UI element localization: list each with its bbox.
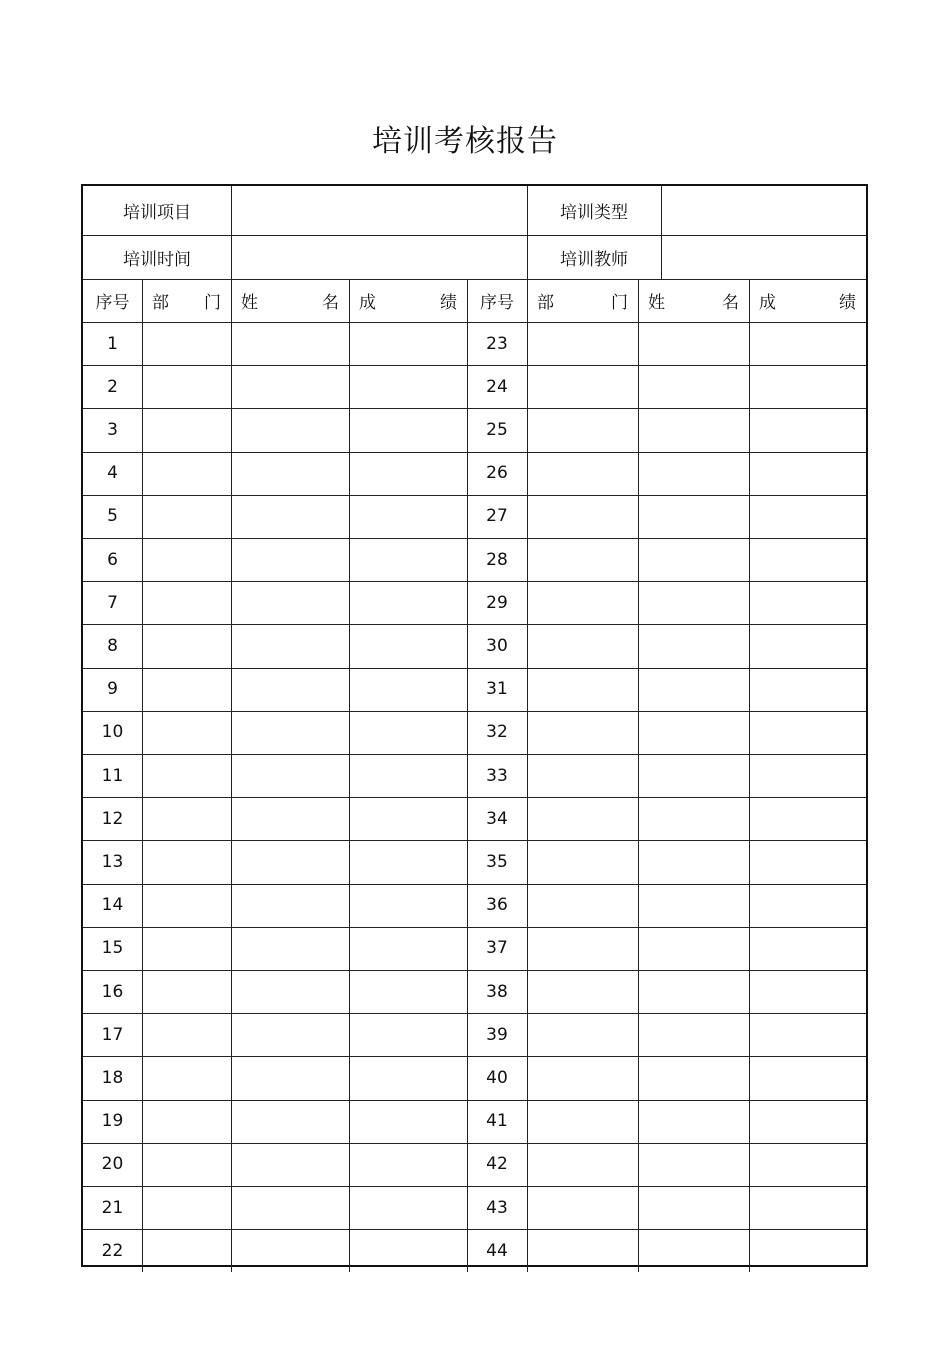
row-number: 28: [486, 549, 508, 570]
entry-cell[interactable]: [142, 322, 231, 365]
row-number: 19: [101, 1111, 124, 1132]
entry-cell[interactable]: [142, 711, 231, 754]
entry-cell[interactable]: [349, 322, 467, 365]
entry-cell[interactable]: [749, 927, 866, 970]
entry-cell[interactable]: [349, 408, 467, 451]
entry-cell[interactable]: [638, 970, 749, 1013]
entry-cell[interactable]: [749, 1100, 866, 1143]
row-number: 5: [107, 506, 118, 527]
row-number: 33: [486, 765, 508, 786]
entry-cell[interactable]: [349, 1186, 467, 1229]
entry-cell[interactable]: [349, 365, 467, 408]
row-number: 37: [486, 938, 508, 959]
entry-cell[interactable]: [527, 408, 638, 451]
entry-cell[interactable]: [638, 1143, 749, 1186]
entry-cell[interactable]: [349, 1143, 467, 1186]
entry-cell[interactable]: [527, 581, 638, 624]
column-header-right-0: [467, 279, 527, 322]
entry-cell[interactable]: [142, 970, 231, 1013]
entry-cell[interactable]: [231, 495, 349, 538]
project-label: 培训项目: [123, 203, 191, 223]
entry-cell[interactable]: [231, 927, 349, 970]
entry-cell[interactable]: [142, 927, 231, 970]
column-header-right-3: [749, 279, 866, 322]
entry-cell[interactable]: [231, 581, 349, 624]
entry-cell[interactable]: [349, 538, 467, 581]
training-assessment-form: [81, 184, 868, 1267]
entry-cell[interactable]: [142, 884, 231, 927]
entry-cell[interactable]: [638, 1186, 749, 1229]
entry-cell[interactable]: [527, 365, 638, 408]
row-number: 35: [486, 851, 508, 872]
row-number: 44: [486, 1240, 508, 1261]
entry-cell[interactable]: [638, 927, 749, 970]
row-number: 20: [101, 1154, 124, 1175]
entry-cell[interactable]: [142, 538, 231, 581]
entry-cell[interactable]: [349, 840, 467, 883]
entry-cell[interactable]: [749, 1143, 866, 1186]
row-number: 4: [107, 463, 118, 484]
column-header-text: 部: [152, 293, 169, 313]
row-number: 12: [101, 808, 124, 829]
row-number: 16: [101, 981, 124, 1002]
row-number: 23: [486, 333, 508, 354]
column-header-left-1: [142, 279, 231, 322]
entry-cell[interactable]: [527, 884, 638, 927]
row-number: 9: [107, 679, 118, 700]
entry-cell[interactable]: [527, 840, 638, 883]
column-header-text: 门: [204, 293, 221, 313]
type-label: 培训类型: [560, 203, 628, 223]
row-number: 24: [486, 376, 508, 397]
entry-cell[interactable]: [527, 1186, 638, 1229]
column-header-text: 序号: [480, 293, 514, 313]
entry-cell[interactable]: [527, 1143, 638, 1186]
entry-cell[interactable]: [231, 754, 349, 797]
entry-cell[interactable]: [231, 1186, 349, 1229]
row-number: 40: [486, 1067, 508, 1088]
row-number: 36: [486, 895, 508, 916]
entry-cell[interactable]: [349, 797, 467, 840]
page-title: 培训考核报告: [372, 124, 558, 159]
entry-cell[interactable]: [527, 1229, 638, 1272]
entry-cell[interactable]: [749, 884, 866, 927]
column-header-left-0: [83, 279, 142, 322]
entry-cell[interactable]: [749, 1186, 866, 1229]
entry-cell[interactable]: [231, 1013, 349, 1056]
entry-cell[interactable]: [527, 322, 638, 365]
column-header-text: 姓: [241, 293, 258, 313]
column-header-text: 成: [759, 293, 776, 313]
entry-cell[interactable]: [527, 1100, 638, 1143]
row-number: 6: [107, 549, 118, 570]
row-number: 1: [107, 333, 118, 354]
entry-cell[interactable]: [349, 495, 467, 538]
entry-cell[interactable]: [638, 581, 749, 624]
project-field[interactable]: [231, 186, 527, 235]
entry-cell[interactable]: [527, 927, 638, 970]
entry-cell[interactable]: [142, 452, 231, 495]
entry-cell[interactable]: [231, 1229, 349, 1272]
entry-cell[interactable]: [349, 624, 467, 667]
entry-cell[interactable]: [142, 1013, 231, 1056]
entry-cell[interactable]: [749, 322, 866, 365]
entry-cell[interactable]: [231, 970, 349, 1013]
entry-cell[interactable]: [527, 1013, 638, 1056]
row-number: 43: [486, 1197, 508, 1218]
row-number: 18: [101, 1067, 124, 1088]
row-number: 26: [486, 463, 508, 484]
column-header-text: 绩: [440, 293, 457, 313]
entry-cell[interactable]: [142, 624, 231, 667]
entry-cell[interactable]: [231, 797, 349, 840]
entry-cell[interactable]: [231, 1143, 349, 1186]
column-header-left-3: [349, 279, 467, 322]
row-number: 15: [101, 938, 124, 959]
entry-cell[interactable]: [527, 624, 638, 667]
row-number: 39: [486, 1024, 508, 1045]
entry-cell[interactable]: [749, 1229, 866, 1272]
entry-cell[interactable]: [749, 624, 866, 667]
entry-cell[interactable]: [638, 538, 749, 581]
entry-cell[interactable]: [638, 840, 749, 883]
row-number: 32: [486, 722, 508, 743]
entry-cell[interactable]: [749, 1013, 866, 1056]
column-header-text: 绩: [839, 293, 856, 313]
row-number: 22: [101, 1240, 124, 1261]
column-header-left-2: [231, 279, 349, 322]
column-header-text: 名: [322, 293, 339, 313]
entry-cell[interactable]: [349, 452, 467, 495]
entry-cell[interactable]: [349, 1013, 467, 1056]
column-header-text: 成: [359, 293, 376, 313]
row-number: 25: [486, 419, 508, 440]
entry-cell[interactable]: [638, 884, 749, 927]
entry-cell[interactable]: [638, 624, 749, 667]
entry-cell[interactable]: [527, 711, 638, 754]
teacher-field[interactable]: [661, 235, 866, 279]
entry-cell[interactable]: [749, 452, 866, 495]
entry-cell[interactable]: [231, 365, 349, 408]
column-header-text: 名: [722, 293, 739, 313]
entry-cell[interactable]: [142, 1100, 231, 1143]
entry-cell[interactable]: [749, 408, 866, 451]
column-header-right-1: [527, 279, 638, 322]
entry-cell[interactable]: [749, 711, 866, 754]
entry-cell[interactable]: [142, 408, 231, 451]
entry-cell[interactable]: [638, 1229, 749, 1272]
entry-cell[interactable]: [638, 408, 749, 451]
entry-cell[interactable]: [349, 581, 467, 624]
row-number: 2: [107, 376, 118, 397]
entry-cell[interactable]: [142, 1229, 231, 1272]
entry-cell[interactable]: [638, 1100, 749, 1143]
row-number: 13: [101, 851, 124, 872]
entry-cell[interactable]: [142, 840, 231, 883]
row-number: 27: [486, 506, 508, 527]
row-number: 14: [101, 895, 124, 916]
entry-cell[interactable]: [638, 365, 749, 408]
row-number: 41: [486, 1111, 508, 1132]
entry-cell[interactable]: [142, 797, 231, 840]
entry-cell[interactable]: [638, 322, 749, 365]
entry-cell[interactable]: [349, 1056, 467, 1099]
row-number: 11: [101, 765, 124, 786]
row-number: 17: [101, 1024, 124, 1045]
time-label: 培训时间: [123, 249, 191, 270]
entry-cell[interactable]: [231, 624, 349, 667]
entry-cell[interactable]: [638, 754, 749, 797]
entry-cell[interactable]: [142, 365, 231, 408]
entry-cell[interactable]: [142, 581, 231, 624]
row-number: 30: [486, 635, 508, 656]
entry-cell[interactable]: [749, 1056, 866, 1099]
entry-cell[interactable]: [749, 797, 866, 840]
entry-cell[interactable]: [527, 797, 638, 840]
entry-cell[interactable]: [749, 581, 866, 624]
entry-cell[interactable]: [527, 970, 638, 1013]
entry-cell[interactable]: [142, 668, 231, 711]
entry-cell[interactable]: [231, 538, 349, 581]
entry-cell[interactable]: [231, 668, 349, 711]
row-number: 31: [486, 679, 508, 700]
row-number: 29: [486, 592, 508, 613]
entry-cell[interactable]: [349, 1229, 467, 1272]
entry-cell[interactable]: [349, 927, 467, 970]
column-header-text: 门: [611, 293, 628, 313]
entry-cell[interactable]: [231, 322, 349, 365]
entry-cell[interactable]: [142, 1186, 231, 1229]
row-number: 42: [486, 1154, 508, 1175]
entry-cell[interactable]: [349, 668, 467, 711]
entry-cell[interactable]: [638, 452, 749, 495]
teacher-label: 培训教师: [560, 249, 628, 270]
column-header-right-2: [638, 279, 749, 322]
entry-cell[interactable]: [231, 408, 349, 451]
entry-cell[interactable]: [527, 668, 638, 711]
row-number: 7: [107, 592, 118, 613]
entry-cell[interactable]: [527, 538, 638, 581]
entry-cell[interactable]: [749, 754, 866, 797]
row-number: 34: [486, 808, 508, 829]
entry-cell[interactable]: [749, 538, 866, 581]
entry-cell[interactable]: [749, 495, 866, 538]
entry-cell[interactable]: [142, 495, 231, 538]
entry-cell[interactable]: [349, 754, 467, 797]
entry-cell[interactable]: [638, 797, 749, 840]
column-header-text: 序号: [95, 293, 130, 313]
entry-cell[interactable]: [749, 365, 866, 408]
type-field[interactable]: [661, 186, 866, 235]
row-number: 8: [107, 635, 118, 656]
entry-cell[interactable]: [349, 711, 467, 754]
time-field[interactable]: [231, 235, 527, 279]
entry-cell[interactable]: [527, 452, 638, 495]
entry-cell[interactable]: [749, 668, 866, 711]
entry-cell[interactable]: [349, 884, 467, 927]
entry-cell[interactable]: [231, 1056, 349, 1099]
entry-cell[interactable]: [142, 754, 231, 797]
entry-cell[interactable]: [749, 840, 866, 883]
column-header-text: 姓: [648, 293, 665, 313]
entry-cell[interactable]: [142, 1056, 231, 1099]
row-number: 21: [101, 1197, 124, 1218]
entry-cell[interactable]: [231, 1100, 349, 1143]
entry-cell[interactable]: [349, 1100, 467, 1143]
entry-cell[interactable]: [231, 884, 349, 927]
entry-cell[interactable]: [638, 668, 749, 711]
column-header-text: 部: [537, 293, 554, 313]
entry-cell[interactable]: [527, 754, 638, 797]
entry-cell[interactable]: [527, 495, 638, 538]
entry-cell[interactable]: [142, 1143, 231, 1186]
row-number: 10: [101, 722, 124, 743]
entry-cell[interactable]: [638, 711, 749, 754]
entry-cell[interactable]: [231, 711, 349, 754]
entry-cell[interactable]: [749, 970, 866, 1013]
entry-cell[interactable]: [231, 452, 349, 495]
entry-cell[interactable]: [349, 970, 467, 1013]
entry-cell[interactable]: [638, 1056, 749, 1099]
entry-cell[interactable]: [231, 840, 349, 883]
row-number: 3: [107, 419, 118, 440]
row-number: 38: [486, 981, 508, 1002]
entry-cell[interactable]: [527, 1056, 638, 1099]
entry-cell[interactable]: [638, 1013, 749, 1056]
entry-cell[interactable]: [638, 495, 749, 538]
